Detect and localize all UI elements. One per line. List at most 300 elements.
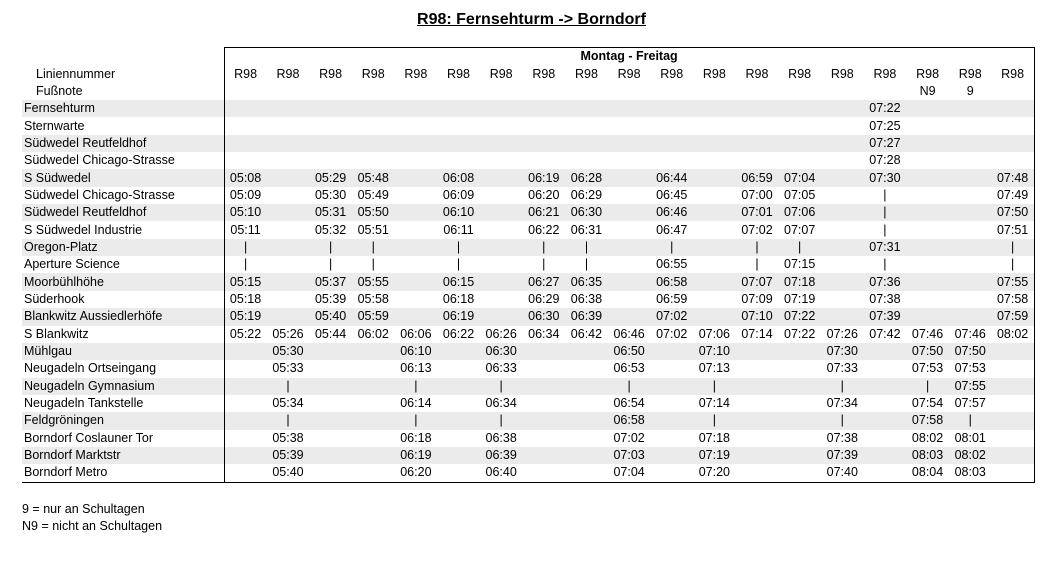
- departure-time: 06:38: [570, 291, 603, 306]
- departure-time: [906, 273, 949, 290]
- departure-time: 06:40: [480, 464, 523, 482]
- departure-time: [352, 378, 395, 395]
- departure-time: |: [565, 239, 608, 256]
- departure-time: [224, 343, 267, 360]
- departure-time: [992, 447, 1035, 464]
- departure-time: 08:02: [911, 430, 944, 445]
- departure-time: [821, 221, 864, 238]
- departure-time: [480, 273, 523, 290]
- departure-time: 06:02: [357, 326, 389, 341]
- departure-time: [565, 430, 608, 447]
- departure-time: 07:09: [741, 291, 773, 306]
- departure-time: [949, 221, 992, 238]
- departure-time: [224, 360, 267, 377]
- departure-time: [309, 100, 352, 117]
- departure-time: 05:15: [224, 273, 267, 290]
- departure-time: [267, 273, 310, 290]
- departure-time: 05:22: [224, 326, 267, 343]
- departure-time: 06:11: [443, 222, 474, 237]
- departure-time: [821, 100, 864, 117]
- departure-time: [395, 273, 438, 290]
- departure-time: 06:58: [650, 273, 693, 290]
- departure-time: [224, 447, 267, 464]
- line-number-cell: R98: [873, 66, 897, 81]
- departure-time: 06:29: [528, 291, 560, 306]
- departure-time: 07:53: [954, 361, 986, 376]
- footnote-cell: [437, 83, 480, 100]
- departure-time: [608, 152, 651, 169]
- departure-time: [864, 464, 907, 482]
- stop-row: [22, 430, 1034, 447]
- line-number-cell: R98: [319, 66, 343, 81]
- departure-time: [352, 464, 395, 482]
- departure-time: 08:02: [992, 326, 1035, 343]
- stop-name: Südwedel Reutfeldhof: [22, 204, 224, 221]
- departure-time: |: [328, 257, 333, 272]
- departure-time: [608, 204, 651, 221]
- departure-time: 07:27: [864, 135, 907, 152]
- departure-time: 07:40: [821, 464, 864, 482]
- departure-time: [650, 100, 693, 117]
- footnote-cell: N9: [919, 83, 936, 98]
- departure-time: 07:02: [613, 430, 645, 445]
- departure-time: 05:37: [309, 273, 352, 290]
- page-title: R98: Fernsehturm -> Borndorf: [417, 11, 646, 28]
- footnote-cell: [650, 83, 693, 100]
- departure-time: [992, 378, 1035, 395]
- line-number-cell: R98: [224, 65, 267, 82]
- stop-row: [22, 360, 1034, 377]
- departure-time: 06:19: [395, 447, 438, 464]
- departure-time: [650, 117, 693, 134]
- departure-time: 06:13: [400, 361, 432, 376]
- departure-time: [565, 464, 608, 482]
- departure-time: [736, 412, 779, 429]
- departure-time: [949, 169, 992, 186]
- line-number-cell: R98: [745, 66, 769, 81]
- departure-time: |: [992, 256, 1035, 273]
- departure-time: 07:46: [954, 326, 986, 341]
- departure-time: [224, 464, 267, 482]
- departure-time: 06:20: [528, 187, 560, 202]
- departure-time: 07:51: [992, 221, 1035, 238]
- departure-time: 07:07: [784, 222, 816, 237]
- departure-time: [480, 187, 523, 204]
- departure-time: [480, 152, 523, 169]
- departure-time: [224, 135, 267, 152]
- departure-time: 07:34: [826, 396, 858, 411]
- departure-time: [267, 169, 310, 186]
- departure-time: 07:13: [698, 361, 730, 376]
- stop-name: Südwedel Reutfeldhof: [22, 135, 224, 152]
- departure-time: [992, 360, 1035, 377]
- departure-time: 05:09: [224, 187, 267, 204]
- line-number-cell: R98: [276, 66, 300, 81]
- departure-time: 07:20: [693, 464, 736, 482]
- departure-time: [736, 117, 779, 134]
- departure-time: 07:01: [736, 204, 779, 221]
- departure-time: [395, 152, 438, 169]
- departure-time: 07:55: [992, 273, 1035, 290]
- line-number-cell: R98: [992, 65, 1035, 82]
- departure-time: 07:30: [864, 169, 907, 186]
- departure-time: 06:28: [565, 169, 608, 186]
- departure-time: 05:58: [357, 291, 389, 306]
- departure-time: 07:26: [826, 326, 858, 341]
- departure-time: 05:51: [357, 222, 389, 237]
- departure-time: [992, 100, 1035, 117]
- departure-time: [778, 343, 821, 360]
- departure-time: [565, 152, 608, 169]
- departure-time: [693, 152, 736, 169]
- departure-time: [906, 152, 949, 169]
- departure-time: [778, 117, 821, 134]
- stop-name: S Südwedel Industrie: [24, 222, 143, 237]
- departure-time: [565, 412, 608, 429]
- departure-time: [395, 117, 438, 134]
- departure-time: 05:40: [267, 464, 310, 482]
- departure-time: 06:46: [613, 326, 645, 341]
- departure-time: 07:49: [992, 187, 1035, 204]
- departure-time: [565, 360, 608, 377]
- departure-time: [395, 204, 438, 221]
- departure-time: [565, 117, 608, 134]
- departure-time: [437, 412, 480, 429]
- departure-time: [437, 464, 480, 482]
- departure-time: [992, 343, 1035, 360]
- departure-time: [821, 256, 864, 273]
- departure-time: [437, 100, 480, 117]
- line-number-cell: R98: [660, 66, 684, 81]
- departure-time: [906, 117, 949, 134]
- departure-time: [693, 256, 736, 273]
- stop-row: [22, 447, 1034, 464]
- departure-time: [480, 204, 523, 221]
- departure-time: 07:22: [864, 100, 907, 117]
- departure-time: [906, 239, 949, 256]
- departure-time: 06:29: [570, 187, 603, 202]
- departure-time: [437, 378, 480, 395]
- departure-time: [736, 135, 779, 152]
- departure-time: [224, 117, 267, 134]
- departure-time: 06:30: [480, 343, 523, 360]
- footnote-row: [22, 83, 1034, 100]
- departure-time: [267, 100, 310, 117]
- line-number-cell: R98: [361, 66, 385, 81]
- departure-time: 08:04: [906, 464, 949, 482]
- departure-time: 05:33: [272, 361, 304, 376]
- departure-time: [906, 308, 949, 325]
- departure-time: [565, 100, 608, 117]
- departure-time: 05:31: [309, 204, 352, 221]
- departure-time: 07:10: [693, 343, 736, 360]
- departure-time: [906, 135, 949, 152]
- departure-time: 07:22: [784, 326, 816, 341]
- departure-time: [309, 360, 352, 377]
- stop-name: Oregon-Platz: [22, 239, 224, 256]
- departure-time: 08:02: [949, 447, 992, 464]
- departure-time: [650, 135, 693, 152]
- departure-time: [267, 308, 310, 325]
- stop-row: [22, 256, 1034, 273]
- departure-time: [522, 135, 565, 152]
- departure-time: 05:55: [352, 273, 395, 290]
- departure-time: [309, 378, 352, 395]
- departure-time: 05:39: [267, 447, 310, 464]
- departure-time: 07:18: [698, 430, 730, 445]
- footnote-cell: [565, 83, 608, 100]
- departure-time: 07:31: [864, 239, 907, 256]
- stop-name: Neugadeln Gymnasium: [22, 378, 224, 395]
- line-number-cell: R98: [574, 66, 598, 81]
- departure-time: [480, 100, 523, 117]
- departure-time: [736, 447, 779, 464]
- stop-row: [22, 221, 1034, 238]
- departure-time: [821, 291, 864, 308]
- departure-time: [906, 204, 949, 221]
- departure-time: [437, 135, 480, 152]
- departure-time: [267, 256, 310, 273]
- departure-time: 07:39: [821, 447, 864, 464]
- departure-time: 05:08: [224, 169, 267, 186]
- departure-time: [608, 221, 651, 238]
- departure-time: 06:30: [522, 308, 565, 325]
- departure-time: [650, 343, 693, 360]
- departure-time: [693, 204, 736, 221]
- departure-time: [864, 360, 907, 377]
- departure-time: [267, 135, 310, 152]
- departure-time: [778, 430, 821, 447]
- departure-time: 06:22: [528, 222, 560, 237]
- departure-time: [309, 464, 352, 482]
- departure-time: [608, 187, 651, 204]
- departure-time: |: [584, 257, 589, 272]
- departure-time: [437, 447, 480, 464]
- departure-time: 07:03: [608, 447, 651, 464]
- stop-name: Sternwarte: [24, 118, 85, 133]
- departure-time: [650, 464, 693, 482]
- departure-time: 05:39: [314, 291, 347, 306]
- departure-time: [864, 395, 907, 412]
- departure-time: 07:50: [949, 343, 992, 360]
- departure-time: 06:46: [650, 204, 693, 221]
- departure-time: [821, 152, 864, 169]
- stop-name: Moorbühlhöhe: [22, 273, 224, 290]
- departure-time: 07:19: [784, 291, 816, 306]
- departure-time: |: [395, 412, 438, 429]
- departure-time: [992, 152, 1035, 169]
- stop-name: Borndorf Metro: [22, 464, 224, 482]
- departure-time: 05:11: [224, 221, 267, 238]
- departure-time: |: [437, 239, 480, 256]
- departure-time: 06:30: [565, 204, 608, 221]
- departure-time: [565, 343, 608, 360]
- departure-time: [480, 169, 523, 186]
- stop-row: [22, 308, 1034, 325]
- footnote-cell: [736, 83, 779, 100]
- line-number-cell: R98: [447, 66, 470, 81]
- departure-time: [395, 239, 438, 256]
- departure-time: [949, 135, 992, 152]
- departure-time: |: [395, 378, 438, 395]
- departure-time: 06:19: [437, 308, 480, 325]
- departure-time: [821, 273, 864, 290]
- departure-time: 06:06: [400, 326, 432, 341]
- departure-time: 06:10: [437, 204, 480, 221]
- departure-time: [949, 239, 992, 256]
- departure-time: [395, 291, 438, 308]
- departure-time: [736, 360, 779, 377]
- line-number-cell: R98: [916, 66, 940, 81]
- departure-time: 07:07: [736, 273, 779, 290]
- footnote-cell: [480, 83, 523, 100]
- departure-time: [949, 273, 992, 290]
- departure-time: [608, 291, 651, 308]
- departure-time: 07:46: [911, 326, 944, 341]
- footnote-cell: [522, 83, 565, 100]
- footnote-cell: [267, 83, 310, 100]
- departure-time: [224, 100, 267, 117]
- departure-time: [352, 360, 395, 377]
- departure-time: [395, 100, 438, 117]
- departure-time: [992, 117, 1035, 134]
- departure-time: [437, 395, 480, 412]
- stop-row: [22, 204, 1034, 221]
- departure-time: 05:44: [314, 326, 347, 341]
- footnote-cell: [778, 83, 821, 100]
- departure-time: 05:18: [224, 291, 267, 308]
- departure-time: [949, 291, 992, 308]
- departure-time: |: [755, 257, 759, 272]
- departure-time: 06:18: [442, 291, 475, 306]
- departure-time: [821, 169, 864, 186]
- departure-time: 05:19: [224, 308, 267, 325]
- footnote-cell: [352, 83, 395, 100]
- footnote-cell: 9: [966, 83, 974, 98]
- departure-time: [778, 395, 821, 412]
- departure-time: 06:45: [656, 187, 688, 202]
- departure-time: [608, 100, 651, 117]
- departure-time: [352, 117, 395, 134]
- departure-time: [906, 221, 949, 238]
- departure-time: 06:15: [437, 273, 480, 290]
- departure-time: [778, 378, 821, 395]
- departure-time: [395, 169, 438, 186]
- departure-time: [992, 135, 1035, 152]
- departure-time: 06:59: [736, 169, 779, 186]
- departure-time: |: [480, 378, 523, 395]
- departure-time: [693, 135, 736, 152]
- footnote-cell: [309, 83, 352, 100]
- departure-time: 07:15: [784, 257, 816, 272]
- footnote-cell: [821, 83, 864, 100]
- stop-name: Feldgröningen: [22, 412, 224, 429]
- departure-time: [395, 308, 438, 325]
- departure-time: [565, 447, 608, 464]
- departure-time: [736, 378, 779, 395]
- stop-row: [22, 291, 1034, 308]
- departure-time: [992, 430, 1035, 447]
- departure-time: [480, 239, 523, 256]
- departure-time: 06:26: [485, 326, 517, 341]
- departure-time: 05:29: [309, 169, 352, 186]
- departure-time: [522, 100, 565, 117]
- departure-time: 06:34: [485, 396, 517, 411]
- departure-time: 05:40: [309, 308, 352, 325]
- departure-time: 06:10: [395, 343, 438, 360]
- departure-time: [352, 395, 395, 412]
- departure-time: |: [864, 204, 907, 221]
- departure-time: 07:58: [992, 291, 1035, 308]
- departure-time: [224, 152, 267, 169]
- departure-time: 07:55: [949, 378, 992, 395]
- departure-time: [437, 152, 480, 169]
- line-number-cell: R98: [702, 66, 726, 81]
- stop-row: [22, 395, 1034, 412]
- departure-time: 06:34: [528, 326, 560, 341]
- departure-time: [267, 204, 310, 221]
- line-number-cell: R98: [788, 66, 812, 81]
- departure-time: [522, 430, 565, 447]
- footnote-cell: [224, 83, 267, 100]
- departure-time: 07:04: [608, 464, 651, 482]
- footnote-legend: [22, 501, 162, 535]
- departure-time: [267, 291, 310, 308]
- departure-time: 06:31: [570, 222, 603, 237]
- stop-name: Fernsehturm: [22, 100, 224, 117]
- line-number-cell: R98: [617, 66, 641, 81]
- stop-name: Aperture Science: [24, 257, 120, 272]
- departure-time: 05:30: [314, 187, 347, 202]
- departure-time: [608, 308, 651, 325]
- departure-time: [267, 117, 310, 134]
- departure-time: [267, 187, 310, 204]
- departure-time: [906, 291, 949, 308]
- departure-time: 05:59: [352, 308, 395, 325]
- departure-time: 06:21: [522, 204, 565, 221]
- departure-time: [778, 100, 821, 117]
- departure-time: 07:38: [826, 430, 858, 445]
- departure-time: |: [693, 412, 736, 429]
- stop-name: Blankwitz Aussiedlerhöfe: [22, 308, 224, 325]
- departure-time: [821, 308, 864, 325]
- departure-time: [992, 464, 1035, 482]
- departure-time: 05:30: [267, 343, 310, 360]
- departure-time: [267, 152, 310, 169]
- departure-time: 07:14: [698, 396, 730, 411]
- departure-time: [650, 152, 693, 169]
- departure-time: |: [224, 256, 267, 273]
- departure-time: [352, 412, 395, 429]
- departure-time: 07:14: [741, 326, 773, 341]
- departure-time: 06:20: [395, 464, 438, 482]
- departure-time: |: [883, 222, 887, 237]
- departure-time: |: [883, 257, 887, 272]
- departure-time: [309, 447, 352, 464]
- departure-time: |: [456, 257, 461, 272]
- departure-time: [352, 100, 395, 117]
- departure-time: 07:48: [992, 169, 1035, 186]
- departure-time: [906, 100, 949, 117]
- stop-name: Süderhook: [24, 291, 85, 306]
- departure-time: 07:33: [826, 361, 858, 376]
- departure-time: [565, 135, 608, 152]
- departure-time: [864, 378, 907, 395]
- departure-time: 06:50: [608, 343, 651, 360]
- stop-name: Neugadeln Tankstelle: [24, 396, 144, 411]
- departure-time: [522, 360, 565, 377]
- departure-time: 08:01: [954, 430, 986, 445]
